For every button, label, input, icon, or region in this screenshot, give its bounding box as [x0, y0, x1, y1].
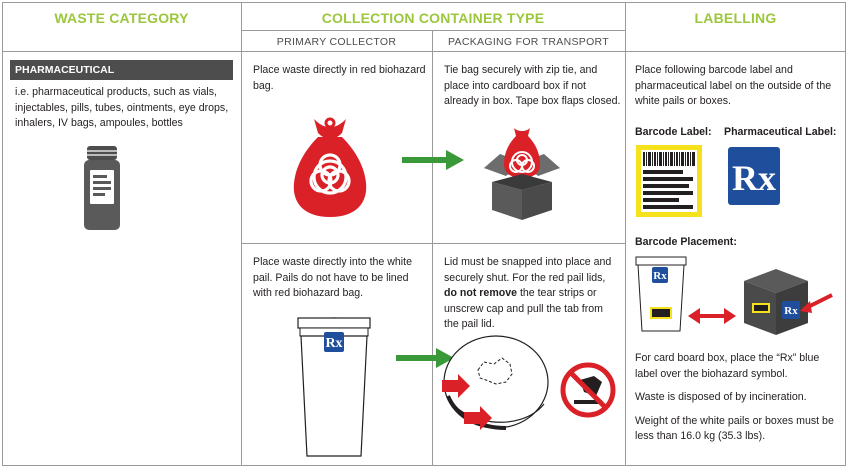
header-waste-category: WASTE CATEGORY: [54, 10, 189, 26]
row2-primary-text: Place waste directly into the white pail. Pails do not have to be lined with red biohazard bag.: [253, 256, 412, 299]
divider: [2, 51, 846, 52]
barcode-label-icon: [636, 145, 702, 217]
rx-label-icon: [728, 147, 780, 205]
labelling-intro: Place following barcode label and pharmaceutical label on the outside of the white pails or boxes.: [635, 64, 832, 107]
labelling-notes: For card board box, place the “Rx” blue label over the biohazard symbol. Waste is disposed of by incineration. Weight of the white pails or boxes must be less than 16.0 kg (35.3 lbs).: [635, 352, 834, 442]
pill-bottle-icon: [84, 146, 120, 230]
box-rx-text: Rx: [784, 305, 798, 317]
row1-primary-text: Place waste directly in red biohazard bag.: [253, 64, 426, 92]
no-unscrew-icon: [560, 362, 616, 418]
arrow-right-icon[interactable]: [402, 150, 464, 170]
biohazard-bag-icon: [290, 113, 370, 217]
pail-rx-text: Rx: [325, 336, 343, 351]
row1-transport-text: Tie bag securely with zip tie, and place into cardboard box if not already in box. Tape box flaps closed.: [444, 64, 621, 107]
rx-label-text: Rx: [732, 158, 776, 198]
double-arrow-icon: [688, 308, 736, 324]
pail-lid-icon: [440, 334, 554, 434]
row2-transport-text: Lid must be snapped into place and securely shut. For the red pail lids, do not remove the tear strips or unscrew cap and pull the tab from the pail lid.: [444, 256, 612, 330]
category-description: i.e. pharmaceutical products, such as vials, injectables, pills, tubes, ointments, eye drops, inhalers, IV bags, ampoules, bottles: [15, 86, 229, 129]
small-pail-rx-text: Rx: [653, 270, 667, 282]
header-collection-container-type: COLLECTION CONTAINER TYPE: [321, 10, 545, 26]
divider: [241, 2, 242, 466]
white-pail-rx-icon: [636, 257, 686, 331]
white-pail-rx-icon: [298, 316, 370, 456]
cardboard-box-biohazard-icon: [482, 124, 562, 220]
category-title: PHARMACEUTICAL: [10, 60, 233, 80]
divider: [241, 30, 625, 31]
barcode-placement-title: Barcode Placement:: [635, 236, 737, 248]
subheader-packaging-for-transport: PACKAGING FOR TRANSPORT: [448, 36, 609, 48]
header-labelling: LABELLING: [694, 10, 777, 26]
box-placement-icon: [740, 265, 840, 337]
pharmaceutical-label-title: Pharmaceutical Label:: [724, 126, 837, 138]
divider: [241, 243, 625, 244]
barcode-label-title: Barcode Label:: [635, 126, 712, 138]
divider: [625, 2, 626, 466]
subheader-primary-collector: PRIMARY COLLECTOR: [276, 36, 397, 48]
divider: [432, 30, 433, 466]
